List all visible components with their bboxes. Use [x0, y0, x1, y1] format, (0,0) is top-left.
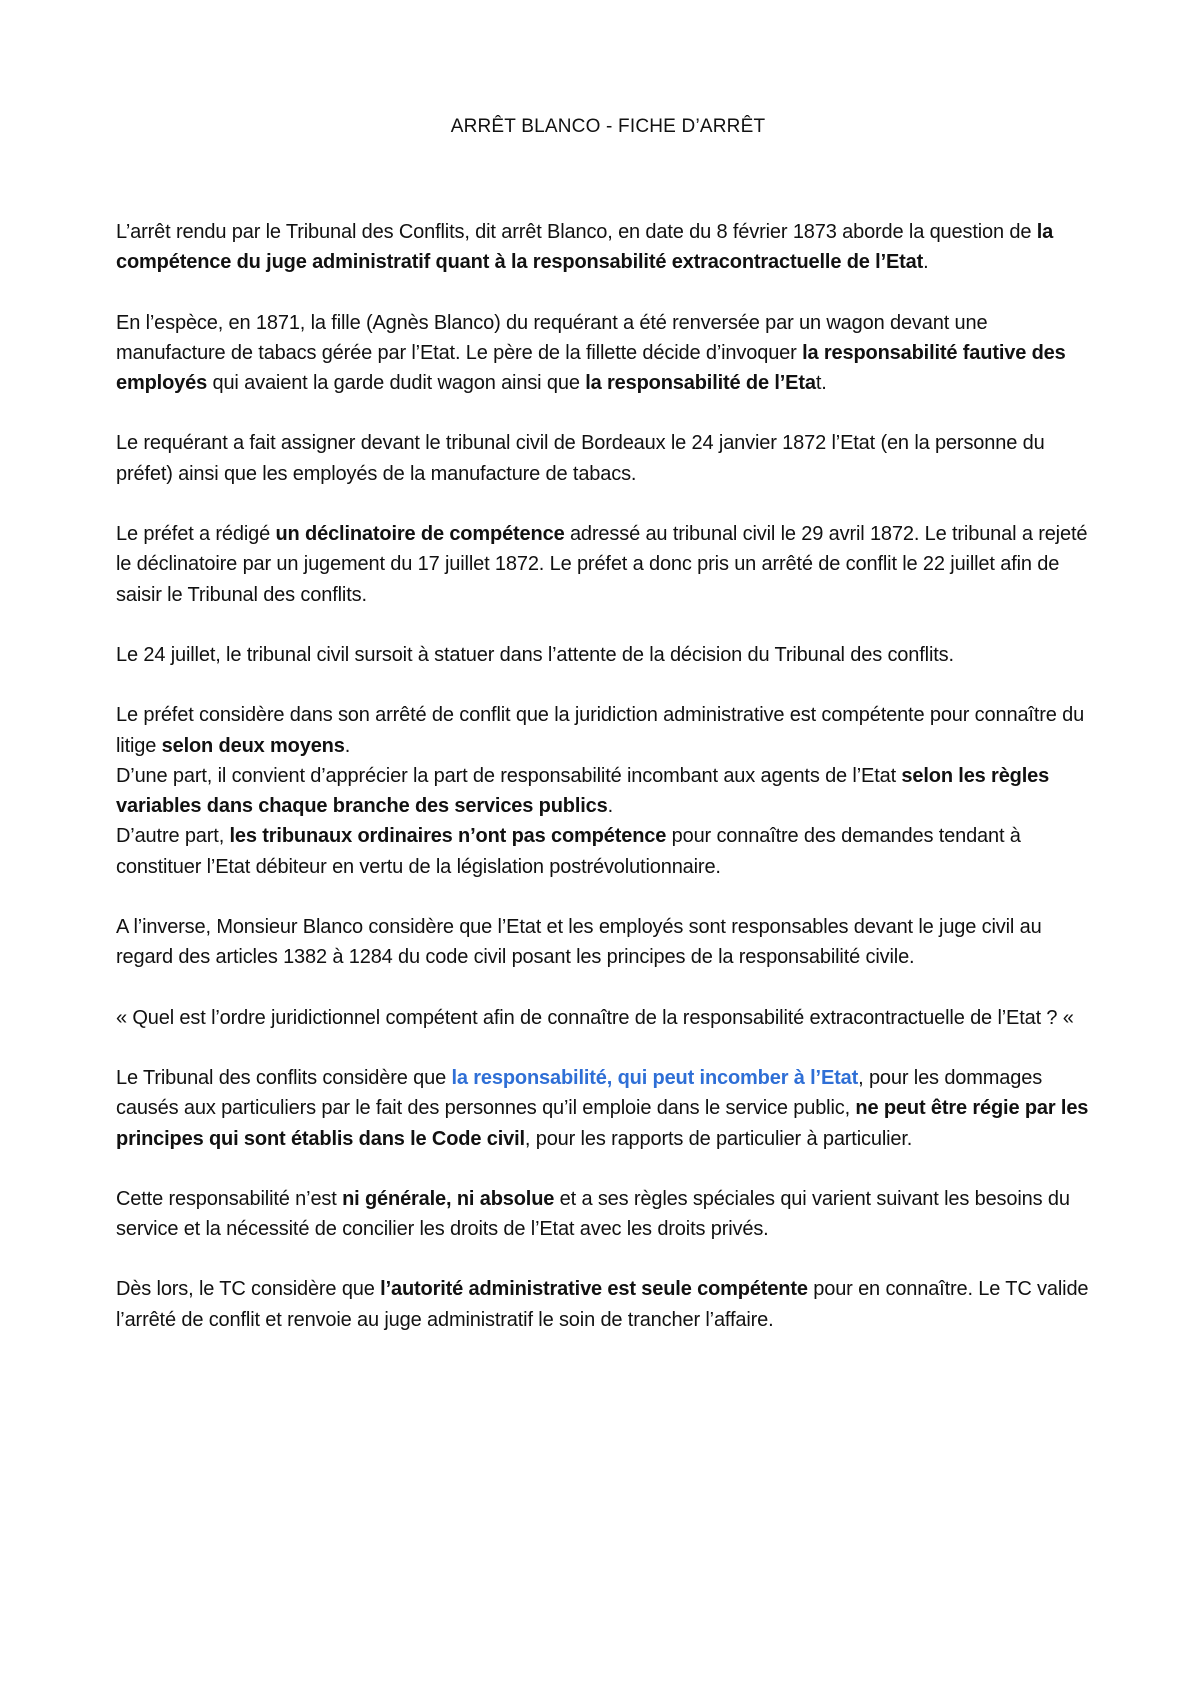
text-span: D’autre part,	[116, 825, 230, 848]
text-span: , pour les dommages causés aux particuliers par le fait des personnes qu’il emploie dans le service public,	[116, 1066, 1043, 1120]
text-span: pour en connaître. Le TC valide l’arrêté de conflit et renvoie au juge administratif le soin de trancher l’affaire.	[116, 1278, 1089, 1331]
bold-text: l’autorité administrative est seule compétente	[380, 1278, 808, 1301]
document-title: ARRÊT BLANCO - FICHE D’ARRÊT	[450, 116, 766, 137]
text-span: et a ses règles spéciales qui varient suivant les besoins du service et la nécessité de concilier les droits de l’Etat avec les droits privés.	[116, 1187, 1070, 1241]
paragraph-introduction	[116, 217, 1100, 278]
text-span: Le Tribunal des conflits considère que	[116, 1066, 452, 1089]
bold-text: selon deux moyens	[161, 734, 345, 757]
bold-text: la responsabilité de l’Eta	[585, 372, 816, 395]
bold-text: un déclinatoire de compétence	[275, 523, 565, 546]
text-span: .	[607, 795, 614, 818]
text-span: D’une part, il convient d’apprécier la part de responsabilité incombant aux agents de l’Etat	[116, 764, 902, 787]
text-span: t.	[815, 372, 827, 395]
paragraph-facts	[116, 308, 1100, 399]
text-span: .	[923, 251, 929, 274]
paragraph-sursis: Le 24 juillet, le tribunal civil sursoit à statuer dans l’attente de la décision du Tribunal des conflits.	[116, 643, 954, 666]
text-span: Le préfet considère dans son arrêté de conflit que la juridiction administrative est compétente pour connaître du litige	[116, 704, 1085, 757]
paragraph-legal-question: « Quel est l’ordre juridictionnel compétent afin de connaître de la responsabilité extracontractuelle de l’Etat ? «	[116, 1006, 1074, 1029]
paragraph-procedure: Le requérant a fait assigner devant le tribunal civil de Bordeaux le 24 janvier 1872 l’Etat (en la personne du préfet) ainsi que les employés de la manufacture de tabacs.	[116, 432, 1045, 485]
paragraph-conclusion	[116, 1274, 1100, 1335]
text-span: Cette responsabilité n’est	[116, 1187, 343, 1210]
text-span: Dès lors, le TC considère que	[116, 1278, 381, 1301]
paragraph-blanco-arguments: A l’inverse, Monsieur Blanco considère que l’Etat et les employés sont responsables devant le juge civil au regard des articles 1382 à 1284 du code civil posant les principes de la responsabilité civile.	[116, 916, 1042, 969]
text-span: adressé au tribunal civil le 29 avril 1872. Le tribunal a rejeté le déclinatoire par un jugement du 17 juillet 1872. Le préfet a donc pris un arrêté de conflit le 22 juillet afin de saisir le Tribunal des conflits.	[116, 523, 1088, 606]
paragraph-declinatoire	[116, 519, 1100, 610]
bold-text: ne peut être régie par les principes qui sont établis dans le Code civil	[116, 1097, 1089, 1150]
text-span: Le préfet a rédigé	[116, 523, 276, 546]
text-span: L’arrêt rendu par le Tribunal des Conflits, dit arrêt Blanco, en date du 8 février 1873 aborde la question de	[116, 221, 1037, 243]
highlighted-text: la responsabilité, qui peut incomber à l’Etat	[451, 1066, 859, 1089]
text-span: , pour les rapports de particulier à particulier.	[524, 1127, 913, 1150]
paragraph-tc-decision	[116, 1063, 1100, 1154]
paragraph-prefet-arguments	[116, 700, 1100, 882]
paragraph-special-rules	[116, 1184, 1100, 1245]
text-span: qui avaient la garde dudit wagon ainsi que	[207, 372, 586, 395]
bold-text: ni générale, ni absolue	[342, 1187, 555, 1210]
bold-text: la responsabilité fautive des employés	[116, 341, 1066, 395]
bold-text: selon les règles variables dans chaque branche des services publics	[116, 764, 1050, 818]
text-span: .	[344, 734, 351, 757]
text-span: pour connaître des demandes tendant à constituer l’Etat débiteur en vertu de la législation postrévolutionnaire.	[116, 825, 1021, 878]
text-span: En l’espèce, en 1871, la fille (Agnès Blanco) du requérant a été renversée par un wagon devant une manufacture de tabacs gérée par l’Etat. Le père de la fillette décide d’invoquer	[116, 311, 988, 364]
bold-text: les tribunaux ordinaires n’ont pas compétence	[229, 825, 667, 848]
bold-text: la compétence du juge administratif quant à la responsabilité extracontractuelle de l’Etat	[116, 221, 1054, 274]
